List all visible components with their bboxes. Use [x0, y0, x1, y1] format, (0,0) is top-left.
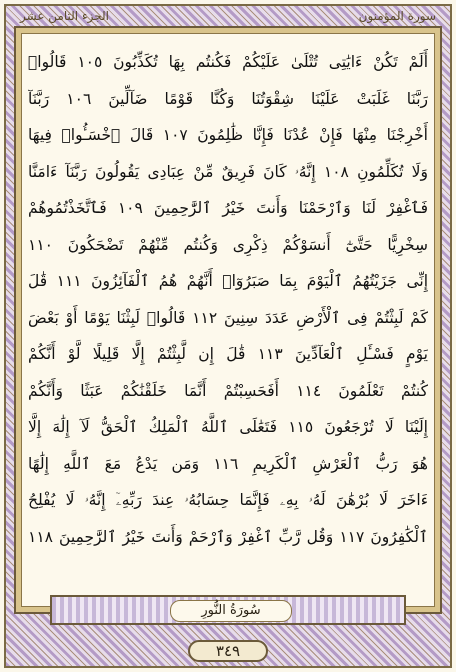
verse-lines [28, 44, 428, 555]
verse-line: هُوَ رَبُّ ٱلْعَرْشِ ٱلْكَرِيمِ ١١٦ وَمَن يَدْعُ مَعَ ٱللَّهِ إِلَٰهًا [28, 454, 428, 473]
verse-line: رَبَّنَا غَلَبَتْ عَلَيْنَا شِقْوَتُنَا وَكُنَّا قَوْمًا ضَآلِّينَ ١٠٦ رَبَّنَآ [28, 89, 428, 108]
page-header [14, 6, 442, 26]
verse-line: يَوْمٍ فَسْـَٔلِ ٱلْعَآدِّينَ ١١٣ قَٰلَ إِن لَّبِثْتُمْ إِلَّا قَلِيلًا لَّوْ أَنَّكُمْ [28, 345, 428, 363]
verse-line: إِلَيْنَا لَا تُرْجَعُونَ ١١٥ فَتَعَٰلَى ٱللَّهُ ٱلْمَلِكُ ٱلْحَقُّ لَآ إِلَٰهَ إِلَّا [28, 418, 428, 436]
verse-line: أَخْرِجْنَا مِنْهَا فَإِنْ عُدْنَا فَإِنَّا ظَٰلِمُونَ ١٠٧ قَالَ ٱخْسَـُٔوا۟ فِيهَا [28, 126, 428, 144]
surah-title: سورة المؤمنون [358, 9, 436, 23]
verse-line: وَلَا تُكَلِّمُونِ ١٠٨ إِنَّهُۥ كَانَ فَرِيقٌ مِّنْ عِبَادِى يَقُولُونَ رَبَّنَآ ءَامَنَّا [28, 162, 428, 181]
verse-line: كَمْ لَبِثْتُمْ فِى ٱلْأَرْضِ عَدَدَ سِنِينَ ١١٢ قَالُوا۟ لَبِثْنَا يَوْمًا أَوْ بَعْضَ [28, 308, 428, 327]
verse-line: أَلَمْ تَكُنْ ءَايَٰتِى تُتْلَىٰ عَلَيْكُمْ فَكُنتُم بِهَا تُكَذِّبُونَ ١٠٥ قَالُوا۟ [28, 53, 428, 71]
juz-title: الجزء الثامن عشر [20, 9, 109, 23]
surah-banner [50, 595, 406, 625]
surah-banner-title: سُورَةُ النُّورِ [170, 600, 292, 622]
verse-line: ءَاخَرَ لَا بُرْهَٰنَ لَهُۥ بِهِۦ فَإِنَّمَا حِسَابُهُۥ عِندَ رَبِّهِۦٓ إِنَّهُۥ لَا يُفْلِحُ [28, 491, 428, 509]
verse-line: كُنتُمْ تَعْلَمُونَ ١١٤ أَفَحَسِبْتُمْ أَنَّمَا خَلَقْنَٰكُمْ عَبَثًا وَأَنَّكُمْ [28, 381, 428, 400]
verse-line: ٱلْكَٰفِرُونَ ١١٧ وَقُل رَّبِّ ٱغْفِرْ وَٱرْحَمْ وَأَنتَ خَيْرُ ٱلرَّٰحِمِينَ ١١٨ [28, 527, 428, 546]
verse-line: فَٱغْفِرْ لَنَا وَٱرْحَمْنَا وَأَنتَ خَيْرُ ٱلرَّٰحِمِينَ ١٠٩ فَٱتَّخَذْتُمُوهُمْ [28, 199, 428, 217]
verse-line: إِنِّى جَزَيْتُهُمُ ٱلْيَوْمَ بِمَا صَبَرُوٓا۟ أَنَّهُمْ هُمُ ٱلْفَآئِزُونَ ١١١ قَٰلَ [28, 272, 428, 290]
page-number: ٣٤٩ [188, 640, 268, 662]
verse-line: سِخْرِيًّا حَتَّىٰٓ أَنسَوْكُمْ ذِكْرِى وَكُنتُم مِّنْهُمْ تَضْحَكُونَ ١١٠ [28, 235, 428, 254]
